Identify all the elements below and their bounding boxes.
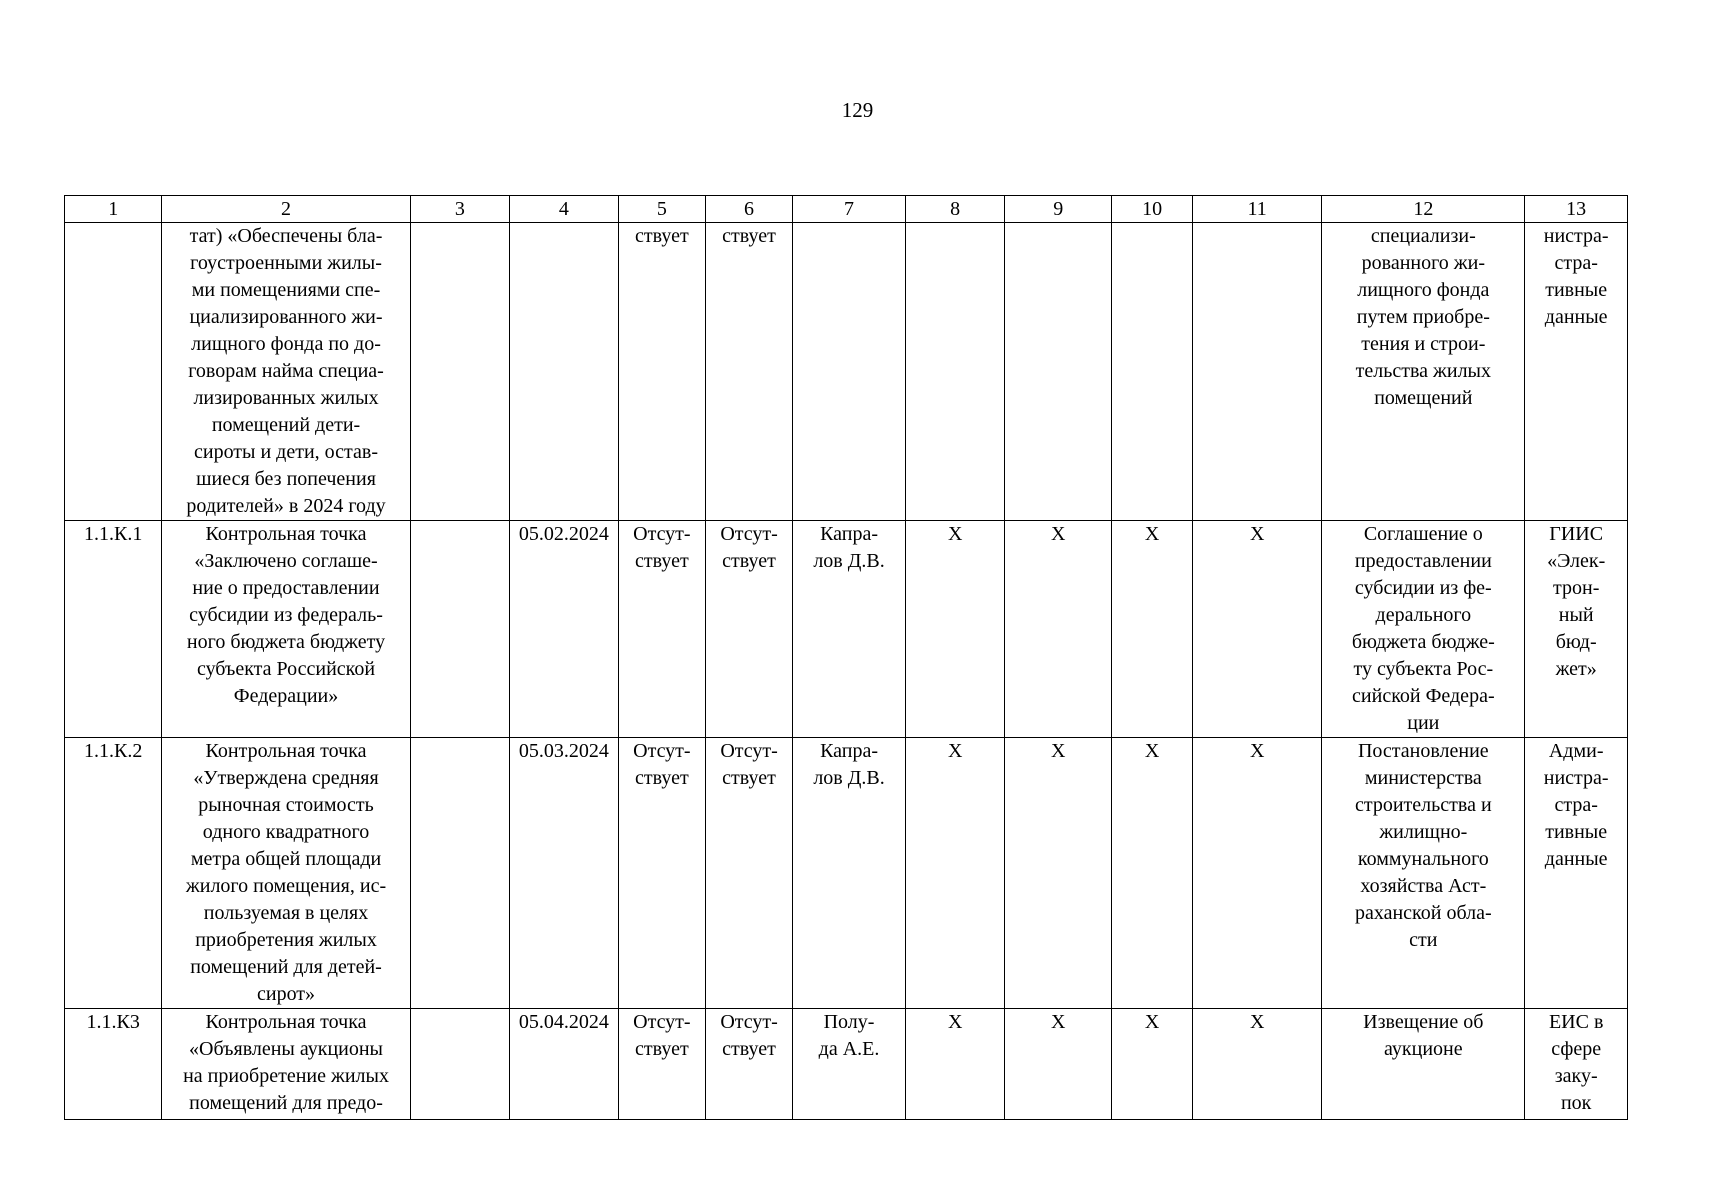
column-number-header: 2 xyxy=(162,196,410,223)
row-number-cell xyxy=(65,223,162,521)
table-cell xyxy=(410,223,509,521)
description-cell: Контрольная точка «Объявлены аукционы на приобретение жилых помещений для предо- xyxy=(162,1009,410,1120)
table-cell: Отсут- ствует xyxy=(618,738,705,1009)
table-cell: X xyxy=(1112,1009,1193,1120)
table-cell: Отсут- ствует xyxy=(618,1009,705,1120)
column-number-header: 5 xyxy=(618,196,705,223)
table-cell: Отсут- ствует xyxy=(705,521,792,738)
table-row xyxy=(65,1009,1628,1120)
table-cell: X xyxy=(905,738,1004,1009)
description-cell: Контрольная точка «Утверждена средняя рыночная стоимость одного квадратного метра общей площади жилого помещения, ис- пользуемая в целях приобретения жилых помещений для детей- сирот» xyxy=(162,738,410,1009)
column-number-header: 12 xyxy=(1322,196,1525,223)
responsible-cell: Капра- лов Д.В. xyxy=(793,521,906,738)
date-cell: 05.04.2024 xyxy=(510,1009,619,1120)
table-cell: Отсут- ствует xyxy=(618,521,705,738)
date-cell: 05.02.2024 xyxy=(510,521,619,738)
table-cell: X xyxy=(905,1009,1004,1120)
table-cell: X xyxy=(1005,1009,1112,1120)
page-number: 129 xyxy=(841,98,874,122)
table-cell xyxy=(410,521,509,738)
document-cell: специализи- рованного жи- лищного фонда путем приобре- тения и строи- тельства жилых помещений xyxy=(1322,223,1525,521)
system-cell: ГИИС «Элек- трон- ный бюд- жет» xyxy=(1525,521,1628,738)
table-cell: Отсут- ствует xyxy=(705,1009,792,1120)
document-cell: Соглашение о предоставлении субсидии из фе- дерального бюджета бюдже- ту субъекта Рос- сийской Федера- ции xyxy=(1322,521,1525,738)
table-row xyxy=(65,223,1628,521)
responsible-cell: Капра- лов Д.В. xyxy=(793,738,906,1009)
document-cell: Постановление министерства строительства и жилищно- коммунального хозяйства Аст- раханской обла- сти xyxy=(1322,738,1525,1009)
column-number-header: 3 xyxy=(410,196,509,223)
table-cell xyxy=(410,1009,509,1120)
control-points-table xyxy=(64,195,1628,1120)
table-cell: X xyxy=(905,521,1004,738)
responsible-cell xyxy=(793,223,906,521)
table-cell: X xyxy=(1193,738,1322,1009)
date-cell: 05.03.2024 xyxy=(510,738,619,1009)
system-cell: нистра- стра- тивные данные xyxy=(1525,223,1628,521)
description-cell: Контрольная точка «Заключено соглаше- ние о предоставлении субсидии из федераль- ного бюджета бюджету субъекта Российской Федерации» xyxy=(162,521,410,738)
column-number-header: 9 xyxy=(1005,196,1112,223)
date-cell xyxy=(510,223,619,521)
column-number-header: 6 xyxy=(705,196,792,223)
table-cell: X xyxy=(1005,521,1112,738)
table-cell: X xyxy=(1005,738,1112,1009)
table-cell xyxy=(905,223,1004,521)
responsible-cell: Полу- да А.Е. xyxy=(793,1009,906,1120)
table-cell: ствует xyxy=(705,223,792,521)
table-cell: X xyxy=(1193,1009,1322,1120)
table-header-row xyxy=(65,196,1628,223)
column-number-header: 4 xyxy=(510,196,619,223)
table-cell: X xyxy=(1193,521,1322,738)
row-number-cell: 1.1.К3 xyxy=(65,1009,162,1120)
table-cell: Отсут- ствует xyxy=(705,738,792,1009)
table-row xyxy=(65,521,1628,738)
column-number-header: 7 xyxy=(793,196,906,223)
system-cell: ЕИС в сфере заку- пок xyxy=(1525,1009,1628,1120)
table-cell xyxy=(1112,223,1193,521)
document-cell: Извещение об аукционе xyxy=(1322,1009,1525,1120)
column-number-header: 8 xyxy=(905,196,1004,223)
table-row xyxy=(65,738,1628,1009)
column-number-header: 13 xyxy=(1525,196,1628,223)
table-cell xyxy=(410,738,509,1009)
table-cell: X xyxy=(1112,738,1193,1009)
row-number-cell: 1.1.К.2 xyxy=(65,738,162,1009)
column-number-header: 1 xyxy=(65,196,162,223)
table-cell: X xyxy=(1112,521,1193,738)
description-cell: тат) «Обеспечены бла- гоустроенными жилы- ми помещениями спе- циализированного жи- лищного фонда по до- говорам найма специа- лизированных жилых помещений дети- сироты и дети, остав- шиеся без попечения родителей» в 2024 году xyxy=(162,223,410,521)
table-cell xyxy=(1005,223,1112,521)
system-cell: Адми- нистра- стра- тивные данные xyxy=(1525,738,1628,1009)
table-cell: ствует xyxy=(618,223,705,521)
table-cell xyxy=(1193,223,1322,521)
column-number-header: 10 xyxy=(1112,196,1193,223)
row-number-cell: 1.1.К.1 xyxy=(65,521,162,738)
column-number-header: 11 xyxy=(1193,196,1322,223)
